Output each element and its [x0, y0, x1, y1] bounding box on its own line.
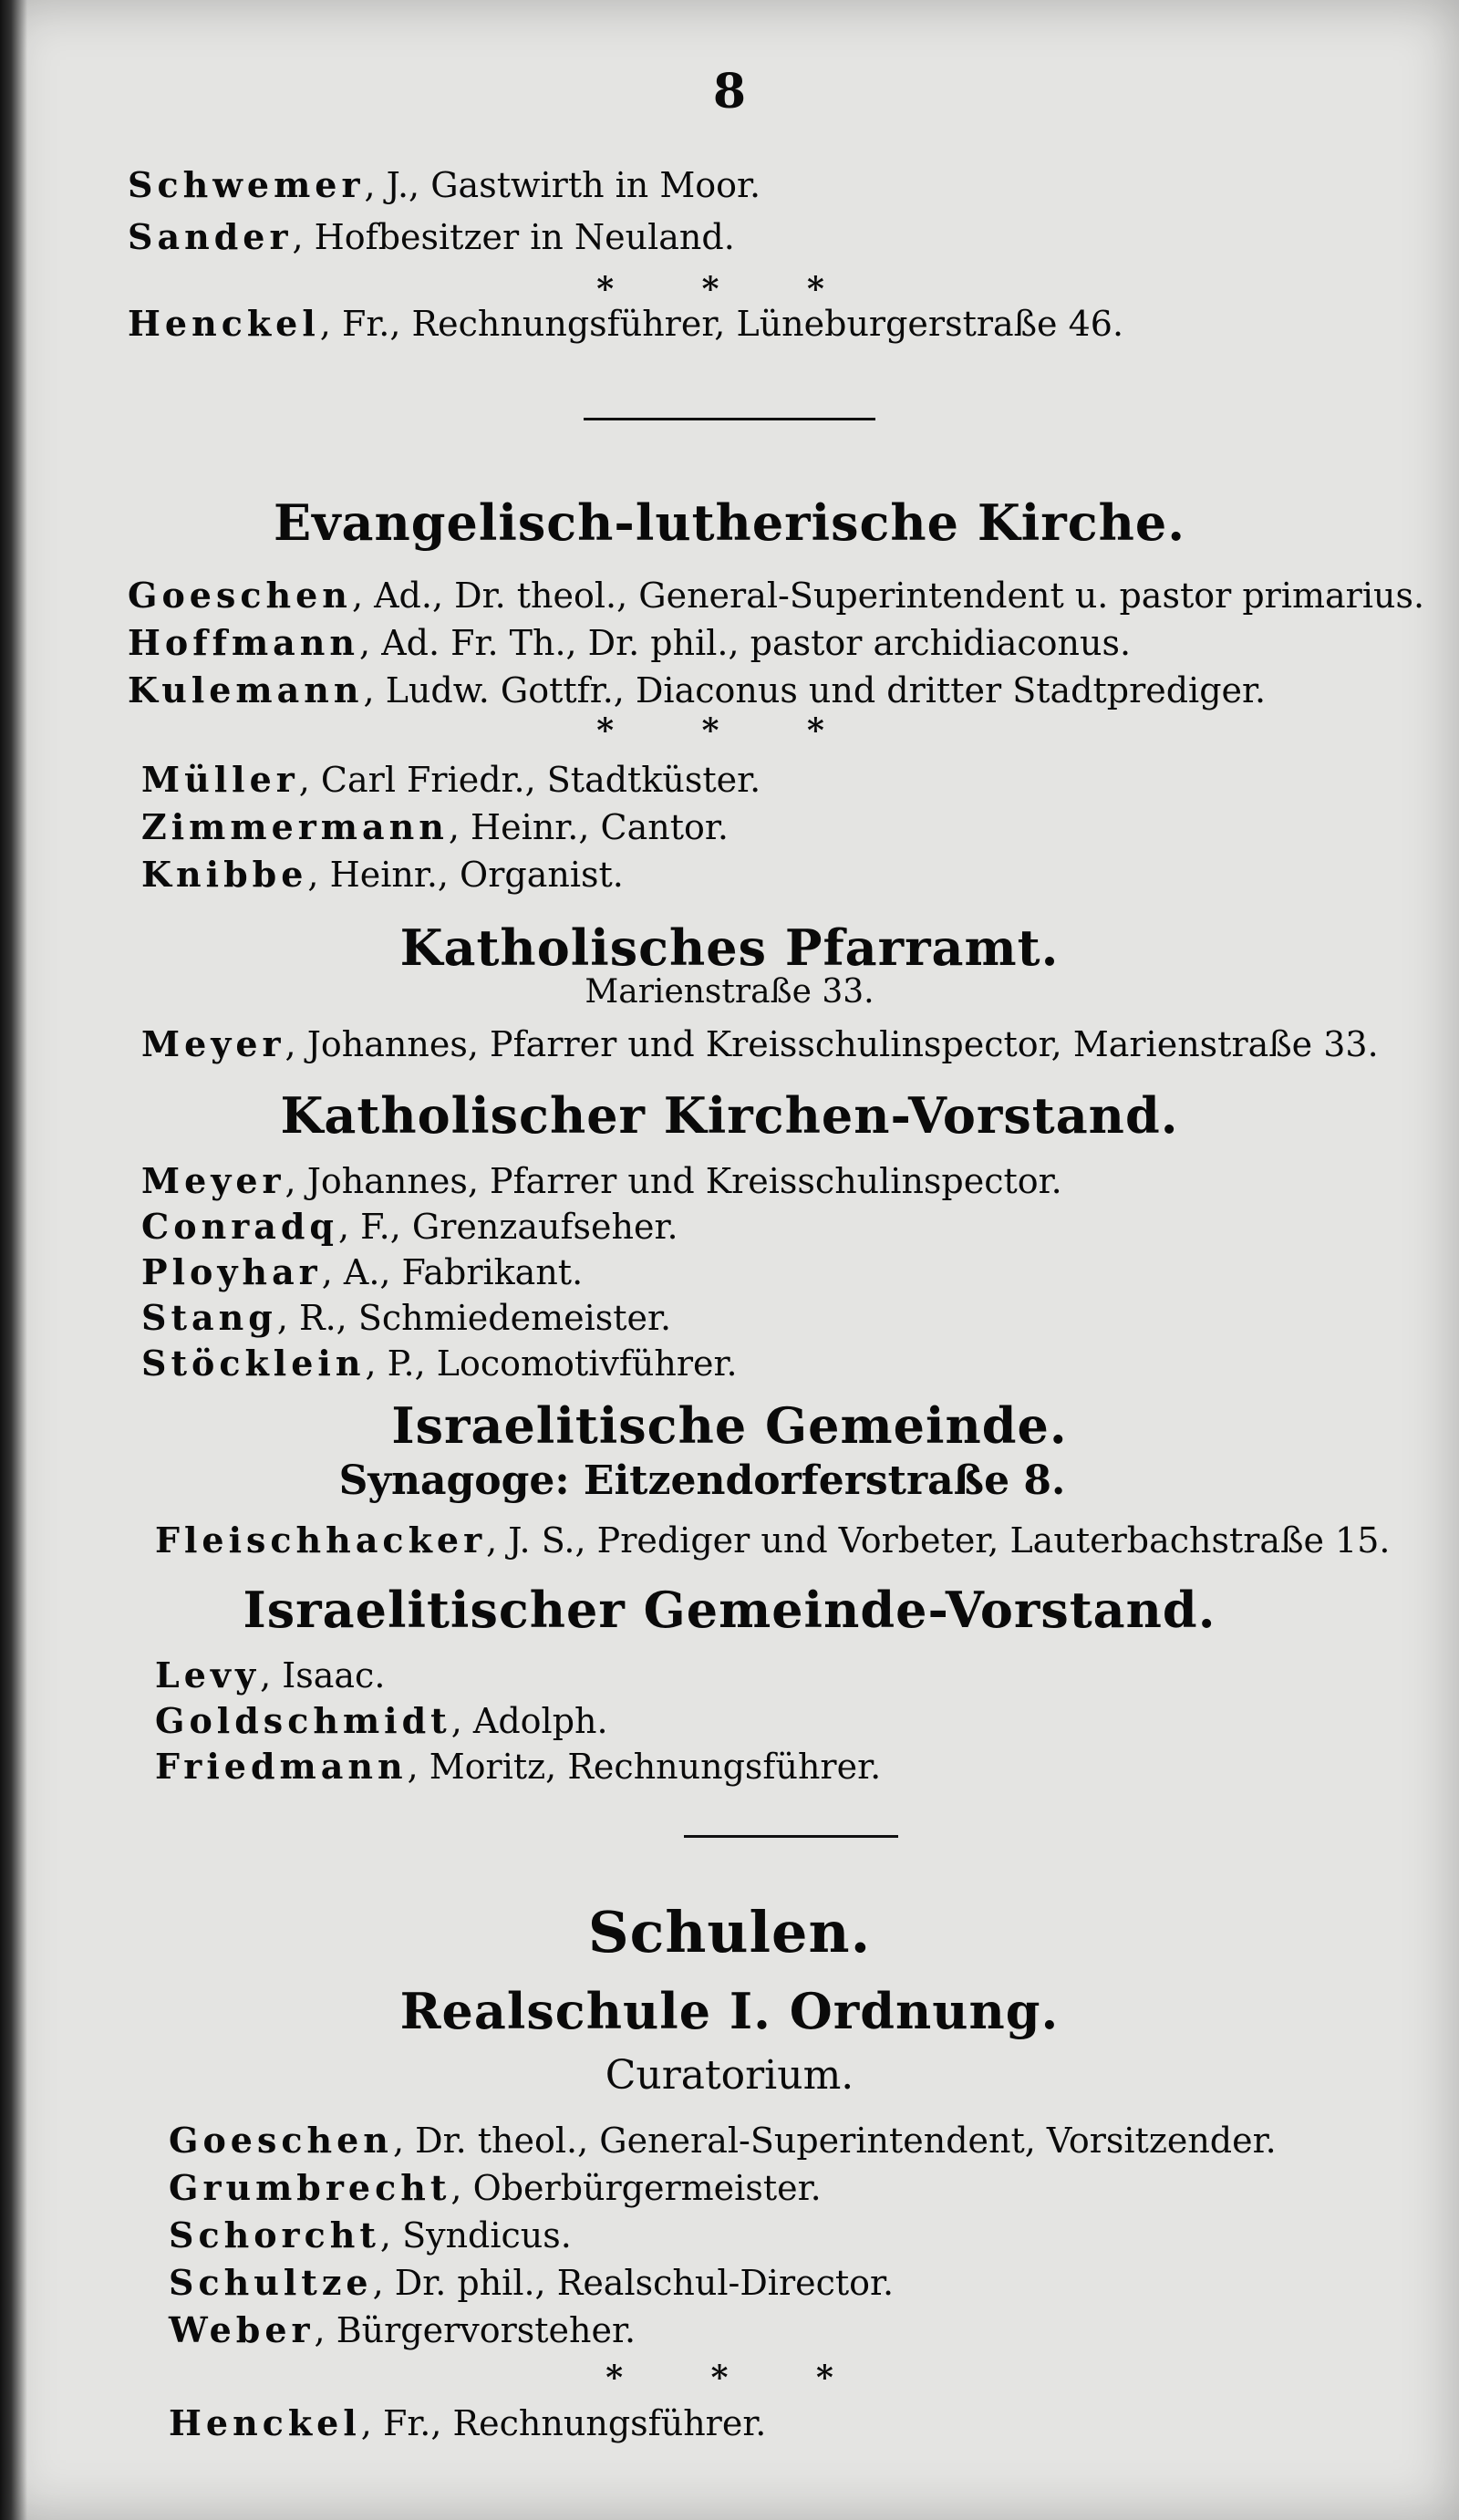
entry-meyer-pfarramt — [141, 1021, 1379, 1067]
entry-ployhar — [141, 1250, 583, 1295]
entry-name: Levy — [155, 1654, 261, 1696]
entry-name: Zimmermann — [141, 806, 449, 847]
separator-stars: * * * — [605, 2359, 872, 2397]
heading-pfarramt: Katholisches Pfarramt. — [399, 918, 1060, 977]
entry-name: Müller — [141, 759, 299, 800]
entry-name: Friedmann — [155, 1746, 408, 1787]
entry-hoffmann — [128, 620, 1131, 666]
entry-name: Kulemann — [128, 669, 364, 710]
pfarramt-address: Marienstraße 33. — [585, 973, 874, 1011]
entry-text: , Oberbürgermeister. — [450, 2168, 822, 2208]
entry-name: Goeschen — [169, 2120, 393, 2161]
heading-realschule: Realschule I. Ordnung. — [399, 1982, 1060, 2040]
entry-name: Grumbrecht — [169, 2167, 451, 2208]
entry-text: , Johannes, Pfarrer und Kreisschulinspector. — [285, 1161, 1062, 1201]
entry-friedmann — [155, 1744, 881, 1789]
entry-levy — [155, 1653, 385, 1698]
entry-stoecklein — [141, 1341, 738, 1386]
entry-text: , Heinr., Cantor. — [448, 807, 729, 847]
entry-text: , Ad. Fr. Th., Dr. phil., pastor archidiaconus. — [359, 623, 1132, 663]
entry-meyer — [141, 1158, 1062, 1204]
entry-name: Schultze — [169, 2262, 373, 2303]
heading-schulen: Schulen. — [587, 1899, 872, 1965]
entry-text: , Fr., Rechnungsführer. — [360, 2403, 767, 2443]
heading-israelitischer-vorstand: Israelitischer Gemeinde-Vorstand. — [243, 1581, 1216, 1639]
entry-text: , Carl Friedr., Stadtküster. — [298, 760, 761, 800]
entry-schwemer — [128, 162, 761, 208]
entry-sander — [128, 214, 735, 260]
entry-name: Henckel — [128, 303, 320, 344]
entry-text: , J. S., Prediger und Vorbeter, Lauterbachstraße 15. — [486, 1520, 1391, 1561]
page-number: 8 — [712, 64, 747, 119]
entry-henckel-curatorium — [169, 2401, 766, 2446]
entry-text: , Bürgervorsteher. — [314, 2310, 636, 2350]
entry-name: Ployhar — [141, 1251, 322, 1292]
entry-text: , Hofbesitzer in Neuland. — [292, 217, 735, 257]
heading-kirchenvorstand: Katholischer Kirchen-Vorstand. — [280, 1086, 1179, 1145]
entry-name: Goeschen — [128, 575, 352, 616]
heading-israelitische-gemeinde: Israelitische Gemeinde. — [391, 1396, 1068, 1455]
entry-grumbrecht — [169, 2165, 822, 2211]
entry-text: , Dr. phil., Realschul-Director. — [372, 2263, 895, 2303]
entry-text: , A., Fabrikant. — [321, 1252, 584, 1292]
entry-stang — [141, 1295, 671, 1341]
entry-text: , Dr. theol., General-Superintendent, Vorsitzender. — [392, 2121, 1277, 2161]
entry-text: , F., Grenzaufseher. — [338, 1207, 678, 1247]
heading-curatorium: Curatorium. — [605, 2052, 854, 2099]
section-rule — [584, 418, 875, 420]
entry-name: Goldschmidt — [155, 1700, 451, 1741]
entry-goldschmidt — [155, 1698, 608, 1744]
separator-stars: * * * — [596, 711, 863, 750]
entry-text: , P., Locomotivführer. — [365, 1343, 738, 1384]
entry-text: , Syndicus. — [379, 2215, 572, 2256]
entry-text: , Heinr., Organist. — [307, 855, 624, 895]
entry-text: , Adolph. — [450, 1701, 608, 1741]
entry-schultze — [169, 2260, 894, 2306]
entry-weber — [169, 2307, 636, 2353]
entry-name: Henckel — [169, 2402, 361, 2443]
entry-name: Knibbe — [141, 854, 308, 895]
entry-conrady — [141, 1204, 678, 1250]
page-edge-shadow — [0, 0, 27, 2520]
entry-name: Meyer — [141, 1160, 285, 1201]
entry-goeschen-curatorium — [169, 2118, 1277, 2163]
entry-text: , Fr., Rechnungsführer, Lüneburgerstraße 46. — [319, 304, 1124, 344]
entry-text: , J., Gastwirth in Moor. — [364, 165, 761, 205]
entry-fleischhacker — [155, 1518, 1390, 1563]
entry-text: , R., Schmiedemeister. — [276, 1298, 672, 1338]
heading-evangelisch: Evangelisch-lutherische Kirche. — [273, 493, 1186, 552]
entry-name: Stöcklein — [141, 1343, 366, 1384]
entry-zimmermann — [141, 804, 729, 850]
entry-text: , Johannes, Pfarrer und Kreisschulinspector, Marienstraße 33. — [285, 1024, 1379, 1064]
separator-stars: * * * — [596, 270, 863, 308]
entry-kulemann — [128, 668, 1266, 713]
entry-schorcht — [169, 2213, 572, 2258]
entry-name: Meyer — [141, 1023, 285, 1064]
entry-name: Stang — [141, 1297, 277, 1338]
entry-text: , Ad., Dr. theol., General-Superintendent u. pastor primarius. — [351, 576, 1425, 616]
entry-goeschen — [128, 573, 1424, 618]
entry-name: Hoffmann — [128, 622, 360, 663]
entry-name: Weber — [169, 2309, 315, 2350]
entry-text: , Moritz, Rechnungsführer. — [407, 1747, 882, 1787]
entry-henckel — [128, 301, 1123, 347]
entry-text: , Ludw. Gottfr., Diaconus und dritter Stadtprediger. — [363, 670, 1267, 710]
entry-name: Sander — [128, 216, 293, 257]
entry-name: Fleischhacker — [155, 1519, 487, 1561]
entry-text: , Isaac. — [260, 1655, 386, 1696]
section-rule — [684, 1835, 898, 1838]
synagoge-address: Synagoge: Eitzendorferstraße 8. — [338, 1457, 1066, 1504]
entry-knibbe — [141, 852, 624, 897]
entry-mueller — [141, 757, 761, 803]
entry-name: Conradq — [141, 1206, 339, 1247]
entry-name: Schorcht — [169, 2214, 380, 2256]
entry-name: Schwemer — [128, 164, 365, 205]
